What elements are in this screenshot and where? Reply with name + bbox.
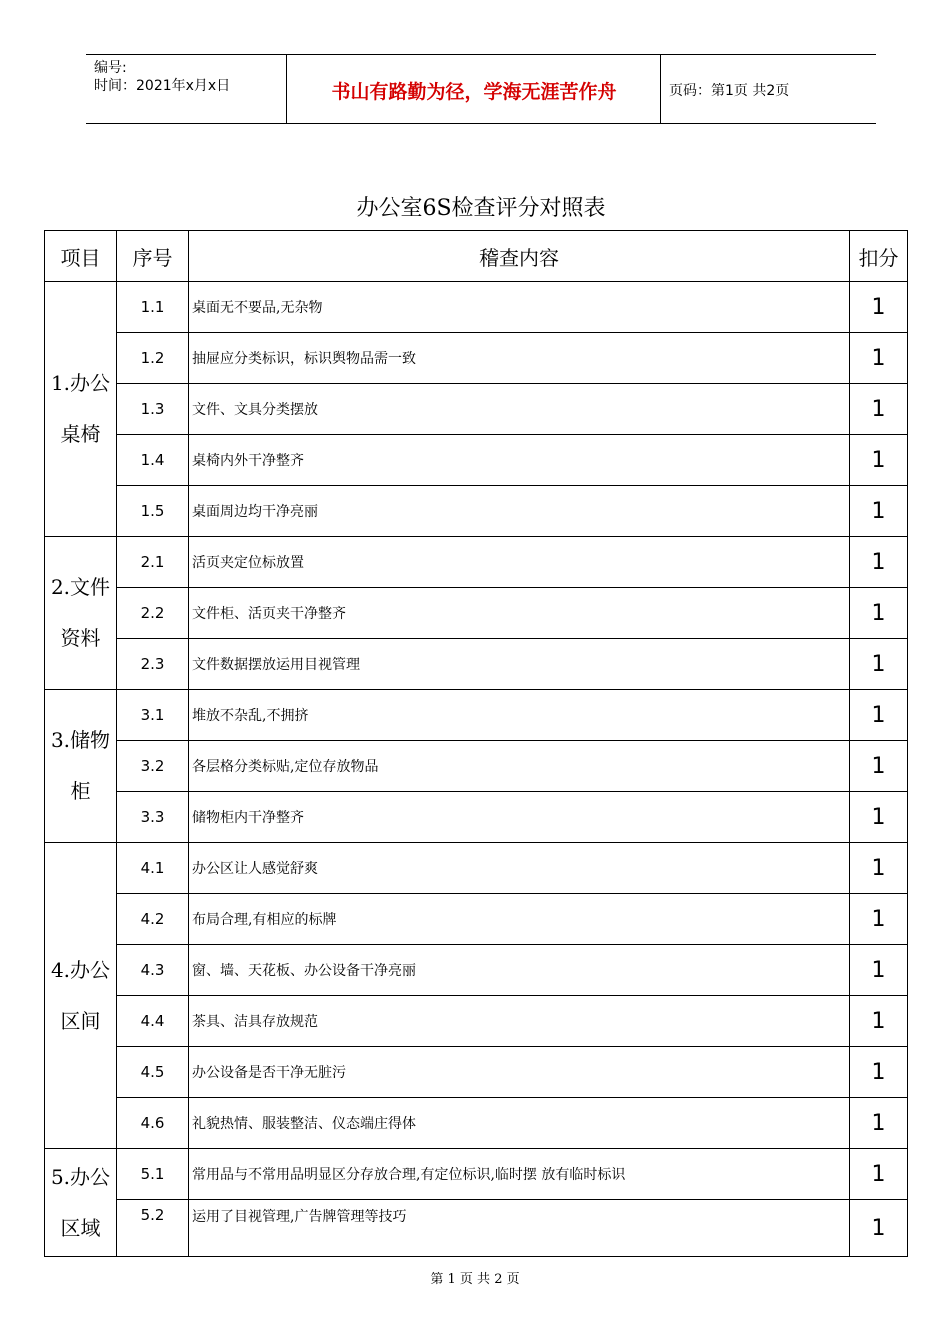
item-content: 茶具、洁具存放规范: [189, 996, 850, 1047]
item-number: 2.1: [117, 537, 189, 588]
item-score: 1: [850, 894, 908, 945]
item-content: 运用了目视管理,广告牌管理等技巧: [189, 1200, 850, 1257]
item-score: 1: [850, 843, 908, 894]
item-score: 1: [850, 945, 908, 996]
category-cell: 3.储物柜: [45, 690, 117, 843]
item-score: 1: [850, 1149, 908, 1200]
table-row: [45, 282, 908, 333]
item-score: 1: [850, 486, 908, 537]
table-row: [45, 894, 908, 945]
table-row: [45, 537, 908, 588]
column-header: 扣分: [850, 231, 908, 282]
table-row: [45, 384, 908, 435]
table-row: [45, 1149, 908, 1200]
header-page-label: 页码：第1页 共2页: [669, 83, 790, 99]
item-content: 文件数据摆放运用目视管理: [189, 639, 850, 690]
item-number: 4.6: [117, 1098, 189, 1149]
item-number: 5.2: [117, 1200, 189, 1257]
item-score: 1: [850, 1047, 908, 1098]
table-row: [45, 333, 908, 384]
item-content: 储物柜内干净整齐: [189, 792, 850, 843]
item-number: 4.1: [117, 843, 189, 894]
item-content: 文件柜、活页夹干净整齐: [189, 588, 850, 639]
item-content: 各层格分类标贴,定位存放物品: [189, 741, 850, 792]
category-cell: 2.文件资料: [45, 537, 117, 690]
table-row: [45, 486, 908, 537]
item-number: 1.5: [117, 486, 189, 537]
category-cell: 1.办公桌椅: [45, 282, 117, 537]
item-content: 桌面无不要品,无杂物: [189, 282, 850, 333]
column-header: 稽查内容: [189, 231, 850, 282]
table-row: [45, 945, 908, 996]
item-number: 1.2: [117, 333, 189, 384]
item-score: 1: [850, 639, 908, 690]
table-row: [45, 1098, 908, 1149]
column-header: 项目: [45, 231, 117, 282]
table-body: [45, 282, 908, 1257]
table-row: [45, 1200, 908, 1257]
item-number: 3.3: [117, 792, 189, 843]
table-row: [45, 996, 908, 1047]
item-content: 办公区让人感觉舒爽: [189, 843, 850, 894]
item-content: 布局合理,有相应的标牌: [189, 894, 850, 945]
item-number: 1.1: [117, 282, 189, 333]
item-number: 2.3: [117, 639, 189, 690]
item-number: 1.4: [117, 435, 189, 486]
item-score: 1: [850, 996, 908, 1047]
item-content: 常用品与不常用品明显区分存放合理,有定位标识,临时摆 放有临时标识: [189, 1149, 850, 1200]
item-score: 1: [850, 384, 908, 435]
item-number: 4.5: [117, 1047, 189, 1098]
item-number: 4.2: [117, 894, 189, 945]
table-row: [45, 792, 908, 843]
code-label: 编号:: [94, 60, 127, 76]
table-row: [45, 639, 908, 690]
item-number: 4.4: [117, 996, 189, 1047]
page-footer: 第 1 页 共 2 页: [430, 1272, 520, 1287]
item-number: 3.1: [117, 690, 189, 741]
item-number: 4.3: [117, 945, 189, 996]
table-row: [45, 435, 908, 486]
item-content: 活页夹定位标放置: [189, 537, 850, 588]
item-content: 桌面周边均干净亮丽: [189, 486, 850, 537]
header-motto: 书山有路勤为径，学海无涯苦作舟: [331, 81, 617, 103]
time-label: 时间：2021年x月x日: [94, 78, 231, 94]
item-number: 5.1: [117, 1149, 189, 1200]
item-score: 1: [850, 435, 908, 486]
item-content: 抽屉应分类标识，标识舆物品需一致: [189, 333, 850, 384]
inspection-table: [44, 230, 908, 1257]
item-score: 1: [850, 537, 908, 588]
category-cell: 5.办公区域: [45, 1149, 117, 1257]
table-header-row: [45, 231, 908, 282]
item-content: 文件、文具分类摆放: [189, 384, 850, 435]
item-score: 1: [850, 690, 908, 741]
item-content: 堆放不杂乱,不拥挤: [189, 690, 850, 741]
item-score: 1: [850, 741, 908, 792]
item-content: 礼貌热情、服装整洁、仪态端庄得体: [189, 1098, 850, 1149]
page-header: [86, 54, 876, 124]
item-score: 1: [850, 792, 908, 843]
column-header: 序号: [117, 231, 189, 282]
item-number: 3.2: [117, 741, 189, 792]
table-row: [45, 690, 908, 741]
item-number: 1.3: [117, 384, 189, 435]
item-score: 1: [850, 282, 908, 333]
item-score: 1: [850, 333, 908, 384]
header-info: [94, 59, 230, 95]
item-score: 1: [850, 1098, 908, 1149]
table-row: [45, 1047, 908, 1098]
item-content: 桌椅内外干净整齐: [189, 435, 850, 486]
table-row: [45, 588, 908, 639]
item-content: 办公设备是否干净无脏污: [189, 1047, 850, 1098]
table-row: [45, 843, 908, 894]
item-content: 窗、墙、天花板、办公设备干净亮丽: [189, 945, 850, 996]
table-row: [45, 741, 908, 792]
item-number: 2.2: [117, 588, 189, 639]
item-score: 1: [850, 588, 908, 639]
document-title: 办公室6S检查评分对照表: [356, 196, 606, 221]
category-cell: 4.办公区间: [45, 843, 117, 1149]
item-score: 1: [850, 1200, 908, 1257]
